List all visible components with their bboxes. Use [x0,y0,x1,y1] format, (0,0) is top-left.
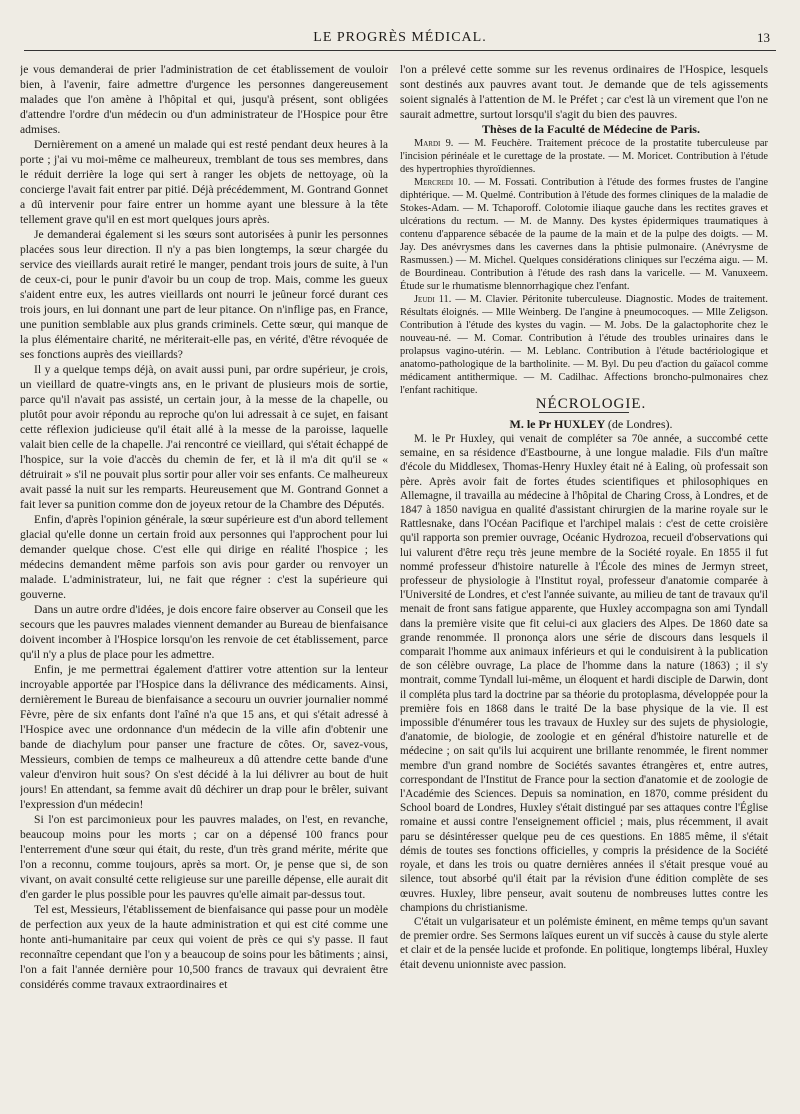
paragraph: Si l'on est parcimonieux pour les pauvres malades, on l'est, en revanche, beaucoup moins pour les morts ; car on a dépensé 100 francs pour l'enterrement d'une sœur qui était, du reste, d'un très grand mérite, mérite que l'on a reconnu, comme toujours, après sa mort. Or, je pense que si, de son vivant, on avait consulté cette religieuse sur une pareille dépense, elle aurait dit d'en garder le plus possible pour les pauvres qu'elle aimait par-dessus tout. [20,813,388,901]
thesis-text: — M. Clavier. Péritonite tuberculeuse. Diagnostic. Modes de traitement. Résultats éloignés. — Mlle Weinberg. De l'angine à pneumocoques. — Mlle Zeligson. Contribution à l'étude des kystes du vagin. — M. Jobs. De la galactophorite chez le nouveau-né. — M. Comar. Contribution à l'étude des troubles urinaires dans le prolapsus vagino-utérin. — M. Leblanc. Contribution à l'étude bactériologique et anatomo-pathologique de la bartholinite. — M. Byl. Du peu d'action du gaïacol comme médicament antithermique. — M. Cadilhac. Affections broncho-pulmonaires chez l'enfant rachitique. [400,294,768,396]
thesis-day: Mercredi 10. [414,177,471,188]
thesis-day: Mardi 9. [414,138,454,149]
paragraph: Enfin, d'après l'opinion générale, la sœur supérieure est d'un abord tellement glacial qu'elle donne un certain froid aux personnes qui l'approchent pour lui demander quelque chose. C'est elle qui dirige en réalité l'hospice ; les médecins demandent même parfois son avis pour garder ou renvoyer un malade. L'administrateur, lui, ne fait que régner : c'est la supérieure qui gouverne. [20,513,388,601]
thesis-day: Jeudi 11. [414,294,452,305]
paragraph: Enfin, je me permettrai également d'attirer votre attention sur la lenteur incroyable apportée par l'Hospice dans la délivrance des médicaments. Ainsi, dernièrement le Bureau de bienfaisance a secouru un ouvrier journalier nommé Fèvre, père de six enfants dont l'aîné n'a que 15 ans, et qui s'était adressé à l'Hospice avec une ordonnance d'un médecin de la ville afin d'obtenir une bande de diachylum pour panser une fracture de côtes. Or, savez-vous, Messieurs, combien de temps ce malheureux a dû attendre cette bande d'une valeur d'environ huit sous? On s'est décidé à la lui délivrer au bout de huit jours! En attendant, sa femme avait dû déchirer un drap pour le brêler, suivant l'expression d'un médecin! [20,663,388,811]
page-number: 13 [757,30,770,45]
obituary-subheading [400,417,768,432]
paragraph: Dans un autre ordre d'idées, je dois encore faire observer au Conseil que les secours que les pauvres malades viennent demander au Bureau de bienfaisance doivent incomber à l'Hospice lorsqu'on les renvoie de cet établissement, parce qu'il n'y a plus de place pour les admettre. [20,603,388,661]
obituary-paragraph: C'était un vulgarisateur et un polémiste éminent, en même temps qu'un savant de premier ordre. Ses Sermons laïques eurent un vif succès à cause du style alerte et clair et de la pensée lucide et profonde. En politique, longtemps libéral, Huxley était devenu unionniste avec passion. [400,915,768,971]
running-header [24,30,776,51]
paragraph: Je demanderai également si les sœurs sont autorisées à punir les personnes placées sous leur direction. Il n'y a pas bien longtemps, la sœur chargée du service des vieillards aurait retiré le manger, pendant trois jours de suite, à l'un de ceux-ci, pour le punir d'avoir bu un coup de trop. Mais, comme les gueux s'aident entre eux, les autres vieillards ont nourri le jeûneur forcé durant ces trois jours, en lui donnant une part de leur pitance. On n'inflige pas, en France, une punition semblable aux plus grands criminels. Cette sœur, qui manque de la plus élémentaire charité, ne mériterait-elle pas, en vérité, d'être révoquée de ses fonctions auprès des vieillards? [20,228,388,361]
obituary-place: (de Londres). [607,417,673,431]
thesis-entry [400,293,768,397]
thesis-entry [400,176,768,293]
paragraph: l'on a prélevé cette somme sur les revenus ordinaires de l'Hospice, lesquels sont destinés aux pauvres avant tout. Je demande que de tels agissements soient signalés à l'attention de M. le Préfet ; car c'est là un virement que l'on ne saurait admettre, surtout lorsqu'il s'agit du bien des pauvres. [400,63,768,121]
right-column [400,62,768,1102]
divider [539,412,629,413]
theses-heading: Thèses de la Faculté de Médecine de Paris. [482,122,700,136]
thesis-text: — M. Fossati. Contribution à l'étude des formes frustes de l'angine diphtérique. — M. Quelmé. Contribution à l'étude des formes cliniques de la maladie de Stokes-Adam. — M. Tchaporoff. Colotomie iliaque gauche dans les rectites graves et ulcérations du rectum. — M. de Manny. Des kystes épidermiques traumatiques à contenu d'apparence sébacée de la paume de la main et de la pulpe des doigts. — M. Jay. Des anévrysmes dans les cavernes dans la phtisie pulmonaire. (Anévrysme de Rasmussen.) — M. Michel. Quelques considérations cliniques sur l'eczéma aigu. — M. de Bourdineau. Contribution à l'étude des rash dans la varicelle. — M. Vanuxeem. Étude sur le rhumatisme blennorrhagique chez l'enfant. [400,177,768,292]
journal-title: LE PROGRÈS MÉDICAL. [313,30,487,45]
obituary-name: M. le Pr HUXLEY [509,417,605,431]
paragraph: Il y a quelque temps déjà, on avait aussi puni, par ordre supérieur, je crois, un vieillard de quatre-vingts ans, en le privant de plusieurs mois de sortie, parce qu'il n'avait pas assisté, un certain jour, à la messe de la chapelle, ou plutôt pour avoir répondu au reproche qu'on lui adressait à ce sujet, en faisant cette réflexion judicieuse qu'il était allé à la messe de la paroisse, laquelle valait bien celle de la chapelle. J'ai rencontré ce vieillard, qui s'était échappé de l'hospice, sur la voie d'accès du chemin de fer, et là il m'a dit qu'il se « détruirait » s'il ne pouvait plus sortir pour aller voir ses enfants. Ce malheureux avait passé la nuit sur les remparts. Heureusement que M. Gontrand Gonnet a fait lever sa punition comme don de joyeux retour de la Chambre des Députés. [20,363,388,511]
paragraph: Dernièrement on a amené un malade qui est resté pendant deux heures à la porte ; j'ai vu moi-même ce malheureux, tremblant de tous ses membres, dans le réduit derrière la loge qui sert à ranger les objets de nettoyage, où la concierge l'avait fait entrer par pitié. Déjà précédemment, M. Gontrand Gonnet a dû intervenir pour faire entrer un homme ayant une blessure à la tête tellement grave qu'il en est mort quelques jours après. [20,138,388,226]
left-column [20,62,388,1102]
thesis-text: — M. Feuchère. Traitement précoce de la prostatite tuberculeuse par l'incision périnéale et le curettage de la prostate. — M. Moricet. Contribution à l'étude des hypertrophies thyroïdiennes. [400,138,768,175]
paragraph: Tel est, Messieurs, l'établissement de bienfaisance qui passe pour un modèle de perfection aux yeux de la haute administration et qui est cité comme une honte anti-humanitaire par ceux qui voient de près ce qui s'y passe. Il faut reconnaître cependant que l'on y a beaucoup de soins pour les bâtiments ; ainsi, l'on a fait l'année dernière pour 10,500 francs de travaux qui devraient être considérés comme travaux extraordinaires et [20,903,388,991]
paragraph: je vous demanderai de prier l'administration de cet établissement de vouloir bien, à l'avenir, faire admettre d'urgence les personnes dangereusement malades que l'on amène à l'hôpital et qui, jusqu'à présent, sont obligées d'attendre l'ordre d'un médecin ou d'un administrateur de l'Hospice pour être admises. [20,63,388,136]
obituary-paragraph: M. le Pr Huxley, qui venait de compléter sa 70e année, a succombé cette semaine, en sa résidence d'Eastbourne, à une longue maladie. Fils d'un maître d'école du Middlesex, Thomas-Henry Huxley était né à Ealing, où professait son père. Après avoir fait de fortes études scientifiques et philosophiques en Allemagne, il travailla au médecine à l'hôpital de Charing Cross, à Londres, et de 1847 à 1850 navigua en qualité d'assistant chirurgien de la marine royale sur le Rattlesnake, dans l'Océan Pacifique et l'archipel malais : c'est de cette croisière qu'il rapporta son premier ouvrage, Océanic Hydrozoa, recueil d'observations qui lui valurent d'être reçu très jeune membre de la Société royale. En 1855 il fut nommé professeur d'histoire naturelle à l'École des mines de Jermyn street, professeur de physiologie à l'Institut royal, professeur d'anatomie comparée à l'Université de Londres, et c'est l'année suivante, au milieu de tant de travaux qu'il menait de front sans fatigue apparente, que Huxley accompagna son ami Tyndall dans la première visite que fit celui-ci aux glaciers des Alpes. De 1860 date sa grande renommée. Il prononça alors une série de discours dans lesquels il comparait l'homme aux animaux inférieurs et qui le conduisirent à la publication de son célèbre ouvrage, La place de l'homme dans la nature (1863) ; il s'y montrait, comme Tyndall lui-même, un éloquent et hardi disciple de Darwin, dont il compléta plus tard la doctrine par sa théorie du protoplasma, développée pour la première fois en 1868 dans le traité De la base physique de la vie. Il est impossible d'énumérer tous les travaux de Huxley sur des sujets de physiologie, d'anatomie, de biologie, de zoologie et en général d'histoire naturelle et de médecine ; on sait qu'ils lui acquirent une brillante renommée, le firent nommer membre d'un grand nombre de Sociétés savantes étrangères et, entre autres, correspondant de l'Institut de France pour la section d'anatomie et de zoologie de l'Académie des Sciences. Depuis sa nomination, en 1870, comme président du School board de Londres, Huxley s'était distingué par ses attaques contre l'Église romaine et aussi contre l'enseignement officiel ; mais, plus récemment, il avait paru se désintéresser quelque peu de ces questions. En 1885 même, il s'était démis de toutes ses fonctions officielles, y compris la présidence de la Société royale, et dans les trois ou quatre dernières années il s'était presque voué au silence, tout absorbé qu'il était par la révision d'une édition complète de ses œuvres. Huxley, libre penseur, avait soutenu de nombreuses luttes contre les champions du christianisme. [400,433,768,914]
necrology-heading: NÉCROLOGIE. [535,396,647,412]
thesis-entry [400,137,768,176]
